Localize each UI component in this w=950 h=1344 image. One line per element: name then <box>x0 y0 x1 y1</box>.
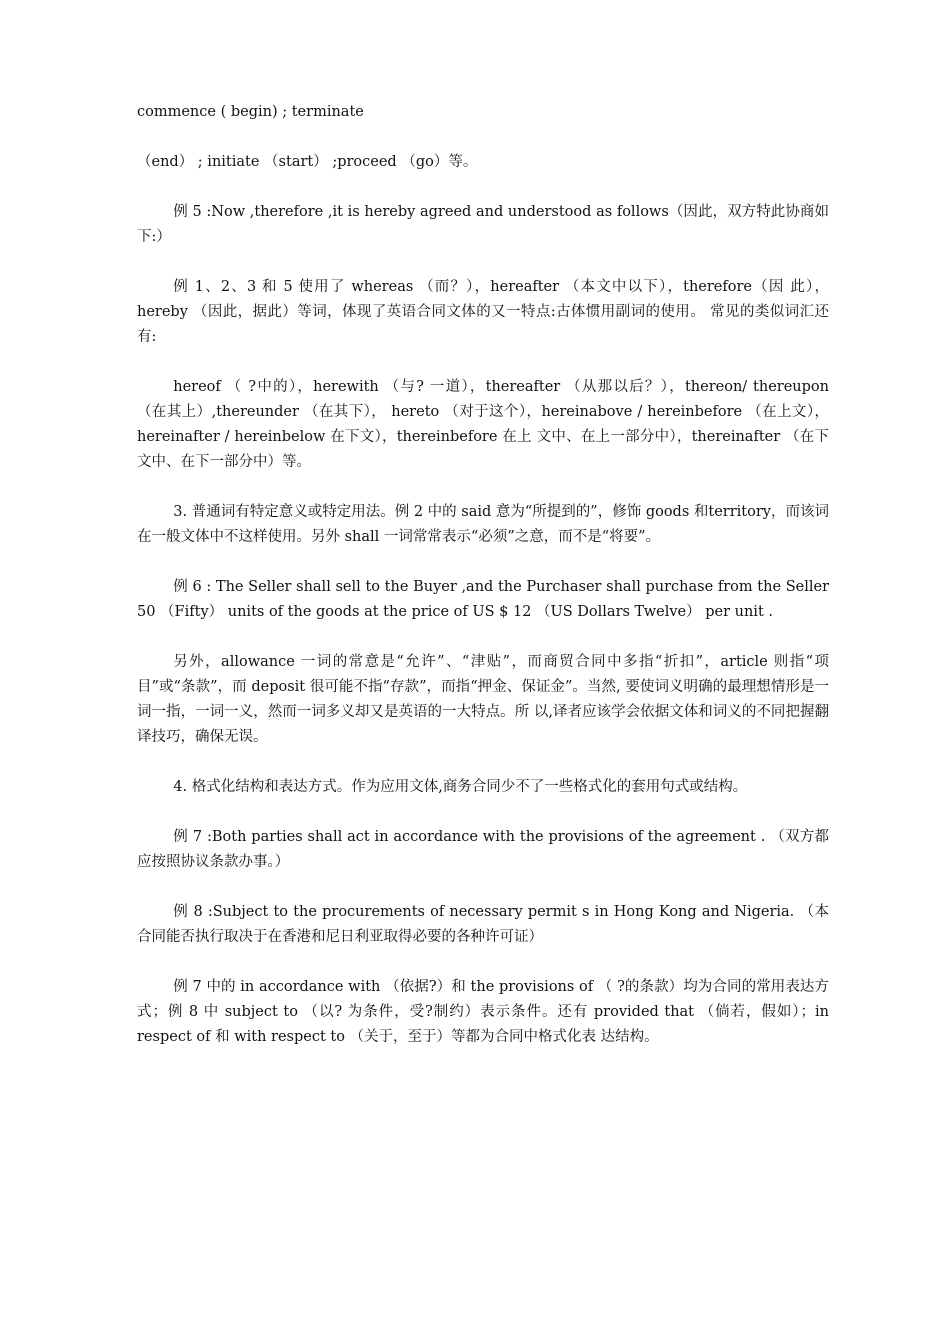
paragraph-common-words: 3. 普通词有特定意义或特定用法。例 2 中的 said 意为“所提到的”，修饰 goods 和territory，而该词在一般文体中不这样使用。另外 shall 一词常常表示“必须”之意，而不是“将要”。 <box>137 504 829 545</box>
paragraph-expression-summary: 例 7 中的 in accordance with （依据?）和 the provisions of （ ?的条款）均为合同的常用表达方式；例 8 中 subject to （以? 为条件，受?制约）表示条件。还有 provided that （倘若，假如）；in respect of 和 with respect to （关于，至于）等都为合同中格式化表 达结构。 <box>137 979 829 1045</box>
paragraph-verbs-2 <box>137 150 829 175</box>
paragraph-example-5: 例 5 :Now ,therefore ,it is hereby agreed and understood as follows（因此，双方特此协商如下:） <box>137 204 829 245</box>
text-line: （end） ; initiate （start） ;proceed （go）等。 <box>137 154 478 170</box>
text-line: commence ( begin) ; terminate <box>137 104 364 120</box>
paragraph-formatted-structures: 4. 格式化结构和表达方式。作为应用文体,商务合同少不了一些格式化的套用句式或结构。 <box>173 779 748 795</box>
paragraph-word-meanings: 另外，allowance 一词的常意是“允许”、“津贴”，而商贸合同中多指“折扣”，article 则指“项目”或“条款”，而 deposit 很可能不指“存款”，而指“押金、保证金”。当然, 要使词义明确的最理想情形是一词一指，一词一义，然而一词多义却又是英语的一大特点。所 以,译者应该学会依据文体和词义的不同把握翻译技巧，确保无误。 <box>137 654 829 745</box>
paragraph-example-8: 例 8 :Subject to the procurements of necessary permit s in Hong Kong and Nigeria. （本合同能否执行取决于在香港和尼日利亚取得必要的各种许可证） <box>137 904 829 945</box>
paragraph-adverb-list: hereof （ ?中的），herewith （与? 一道），thereafter （从那以后？），thereon/ thereupon （在其上）,thereunder （在其下）， hereto （对于这个），hereinabove / hereinbefore （在上文），hereinafter / hereinbelow 在下文），thereinbefore 在上 文中、在上一部分中），thereinafter （在下文中、在下一部分中）等。 <box>137 379 829 470</box>
paragraph-verbs-1 <box>137 100 829 125</box>
paragraph-archaic-adverbs: 例 1、2、3 和 5 使用了 whereas （而？），hereafter （本文中以下），therefore（因 此），hereby （因此，据此）等词，体现了英语合同文体的又一特点:古体惯用副词的使用。 常见的类似词汇还有: <box>137 279 829 345</box>
paragraph-example-6: 例 6 : The Seller shall sell to the Buyer ,and the Purchaser shall purchase from the Seller 50 （Fifty） units of the goods at the price of US $ 12 （US Dollars Twelve） per unit . <box>137 579 829 620</box>
document-page <box>137 100 829 1075</box>
paragraph-example-7: 例 7 :Both parties shall act in accordance with the provisions of the agreement . （双方都应按照协议条款办事。） <box>137 829 829 870</box>
